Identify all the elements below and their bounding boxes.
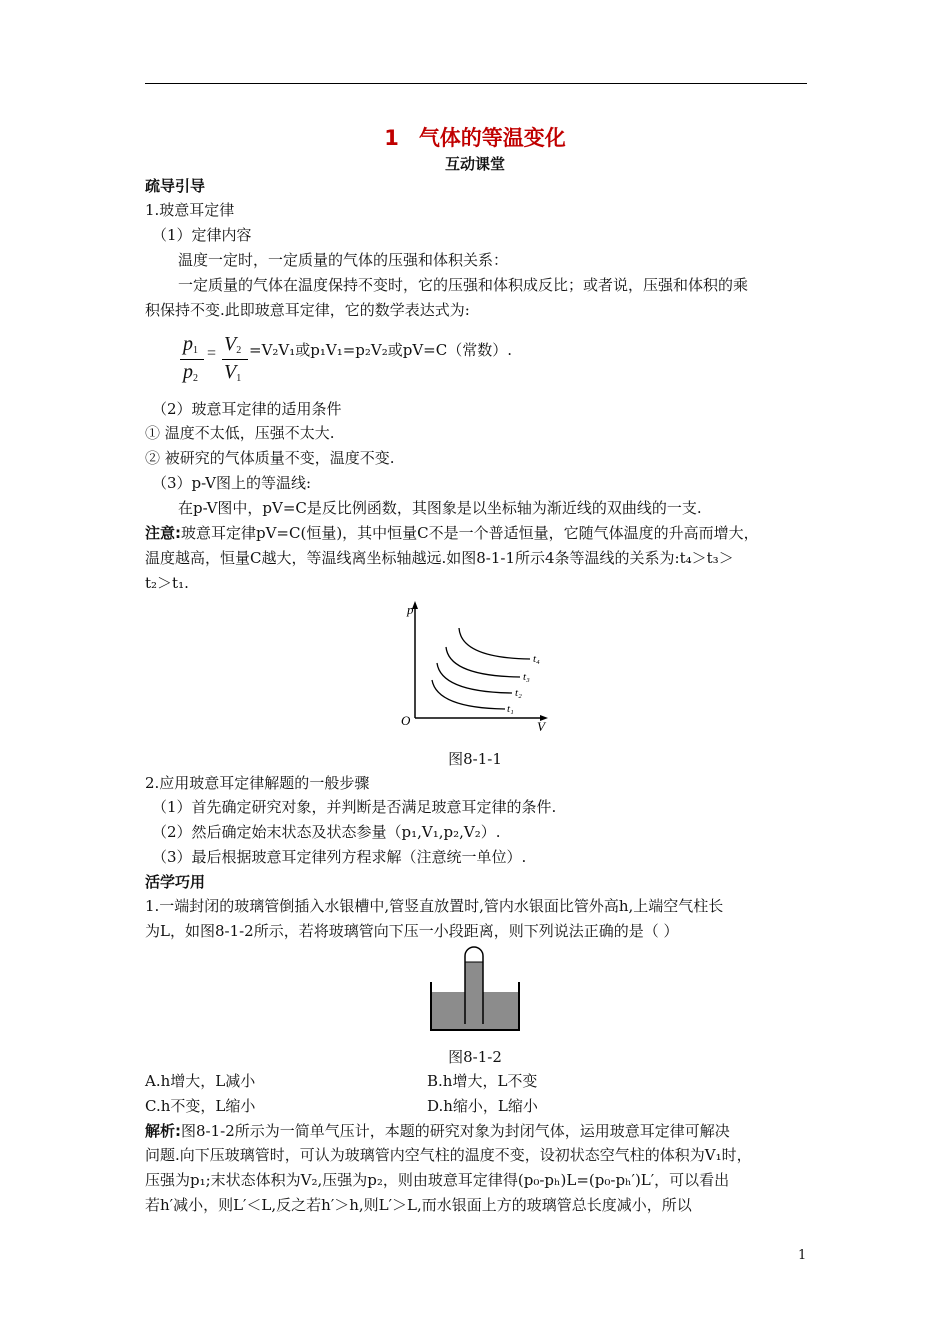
fraction-denominator: $p_2$ — [183, 361, 198, 384]
paragraph-line: 一定质量的气体在温度保持不变时，它的压强和体积成反比；或者说，压强和体积的乘 — [178, 276, 749, 294]
paragraph-line: 在p-V图中，pV=C是反比例函数，其图象是以坐标轴为渐近线的双曲线的一支. — [178, 499, 702, 517]
answer-line: 压强为p₁;末状态体积为V₂,压强为p₂，则由玻意耳定律得(p₀-pₕ)L=(p₀-pₕ′)L′，可以看出 — [145, 1171, 730, 1189]
formula-rest: =V₂V₁或p₁V₁=p₂V₂或pV=C（常数）. — [249, 341, 512, 359]
step-item: （3）最后根据玻意耳定律列方程求解（注意统一单位）. — [152, 848, 527, 866]
t4-label: t₄ — [533, 653, 540, 665]
title-text: 气体的等温变化 — [418, 126, 566, 150]
figure-caption: 图8-1-1 — [448, 750, 502, 768]
title-number: 1 — [384, 126, 399, 150]
isotherm-t1 — [432, 680, 505, 709]
t3-label: t₃ — [523, 671, 530, 683]
answer-line: 问题.向下压玻璃管时，可认为玻璃管内空气柱的温度不变，设初状态空气柱的体积为V₁时， — [145, 1146, 752, 1164]
answer-line: 若h′减小，则L′＜L,反之若h′＞h,则L′＞L,而水银面上方的玻璃管总长度减小，所以 — [145, 1196, 692, 1214]
page-subtitle: 互动课堂 — [444, 155, 505, 173]
origin-label: O — [401, 713, 411, 728]
section-heading: 疏导引导 — [145, 177, 206, 195]
t2-label: t₂ — [515, 687, 522, 699]
page-number: 1 — [798, 1248, 807, 1263]
question-line: 为L，如图8-1-2所示，若将玻璃管向下压一小段距离，则下列说法正确的是（ ） — [145, 922, 679, 940]
note-line: t₂＞t₁. — [145, 574, 189, 592]
option-b: B.h增大，L不变 — [427, 1072, 538, 1090]
fraction-numerator: $p_1$ — [183, 333, 198, 356]
sub-heading: （2）玻意耳定律的适用条件 — [152, 400, 342, 418]
paragraph-line: 温度一定时，一定质量的气体的压强和体积关系： — [178, 251, 509, 269]
note-label: 注意: — [145, 524, 181, 542]
page-title — [0, 122, 950, 152]
condition-item: ① 温度不太低，压强不太大. — [145, 424, 335, 442]
option-a: A.h增大，L减小 — [145, 1072, 256, 1090]
section-heading: 活学巧用 — [145, 873, 206, 891]
header-rule — [145, 83, 807, 84]
tube-mercury-column — [465, 962, 483, 1024]
fraction-numerator: $V_2$ — [224, 333, 242, 356]
isotherm-figure — [395, 600, 560, 735]
p-axis-label: p — [407, 602, 414, 617]
v-axis-label: V — [537, 719, 545, 734]
item-heading: 1.玻意耳定律 — [145, 201, 235, 219]
sub-heading: （1）定律内容 — [152, 226, 252, 244]
paragraph-line: 积保持不变.此即玻意耳定律，它的数学表达式为: — [145, 301, 470, 319]
t1-label: t₁ — [507, 703, 514, 715]
fraction-bar — [180, 359, 204, 360]
fraction-bar — [222, 359, 248, 360]
question-line: 1.一端封闭的玻璃管倒插入水银槽中,管竖直放置时,管内水银面比管外高h,上端空气柱长 — [145, 897, 724, 915]
item-heading: 2.应用玻意耳定律解题的一般步骤 — [145, 774, 370, 792]
note-line: 温度越高，恒量C越大，等温线离坐标轴越远.如图8-1-1所示4条等温线的关系为:t₄＞t₃＞ — [145, 549, 734, 567]
sub-heading: （3）p-V图上的等温线: — [152, 474, 312, 492]
option-c: C.h不变，L缩小 — [145, 1097, 256, 1115]
condition-item: ② 被研究的气体质量不变，温度不变. — [145, 449, 395, 467]
step-item: （2）然后确定始末状态及状态参量（p₁,V₁,p₂,V₂）. — [152, 823, 501, 841]
isotherm-t4 — [459, 628, 530, 659]
fraction-denominator: $V_1$ — [224, 361, 242, 384]
option-d: D.h缩小，L缩小 — [427, 1097, 538, 1115]
step-item: （1）首先确定研究对象，并判断是否满足玻意耳定律的条件. — [152, 798, 557, 816]
equals-sign: = — [207, 345, 217, 362]
isotherm-t2 — [437, 663, 512, 693]
answer-label: 解析: — [145, 1122, 181, 1140]
note-line: 注意:玻意耳定律pV=C(恒量)，其中恒量C不是一个普适恒量，它随气体温度的升高而增大， — [145, 524, 759, 542]
barometer-figure — [425, 942, 525, 1034]
answer-line: 解析:图8-1-2所示为一简单气压计，本题的研究对象为封闭气体，运用玻意耳定律可解决 — [145, 1122, 730, 1140]
isotherm-t3 — [446, 647, 520, 677]
figure-caption: 图8-1-2 — [448, 1048, 502, 1066]
